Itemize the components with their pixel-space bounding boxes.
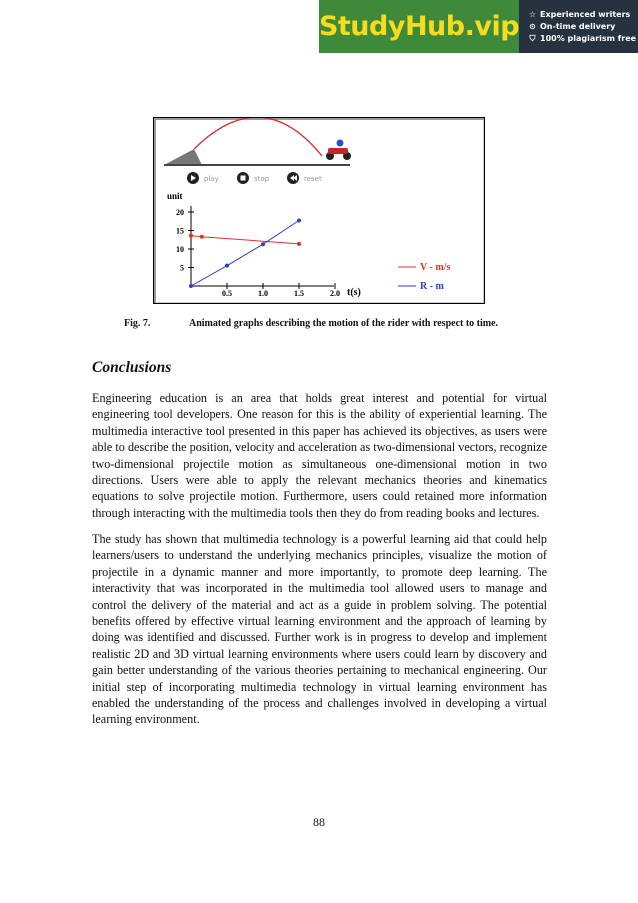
stop-button[interactable]: [237, 172, 270, 184]
x-tick-label: 2.0: [330, 289, 340, 298]
animation-figure: [153, 117, 485, 304]
legend-item-velocity: [398, 262, 450, 273]
studyhub-logo[interactable]: [319, 0, 519, 53]
data-point: [261, 242, 265, 246]
x-tick-label: 0.5: [222, 289, 232, 298]
figure-caption: [124, 318, 498, 329]
figure-canvas: [154, 118, 484, 303]
feature-text: On-time delivery: [540, 21, 616, 31]
feature-text: 100% plagiarism free: [540, 34, 637, 43]
data-point: [189, 234, 193, 238]
clock-icon: ⊙: [529, 21, 536, 31]
y-tick-label: 20: [176, 208, 184, 217]
feature-item: [528, 34, 638, 44]
paragraph: Engineering education is an area that holds great interest and potential for virtual engineering tool developers. One reason for this is the ability of experiential learning. The multimedia interactive tool presented in this paper has achieved its objectives, as users were able to describe the position, velocity and acceleration as two-dimensional vectors, recognize two-dimensional projectile motion as simultaneous one-dimensional motion in two directions. Users were able to apply the relevant mechanics theories and kinematics equations to solve projectile motion. Furthermore, users could retained more information through interacting with the multimedia tools then they do from reading books and lectures.: [92, 391, 547, 520]
chart-legend: [398, 262, 450, 292]
x-axis-label: t(s): [347, 287, 361, 298]
logo-text: StudyHub.vip: [318, 11, 520, 42]
y-tick-label: 10: [176, 245, 184, 254]
trajectory-path: [194, 118, 322, 156]
ground-line: [164, 164, 350, 166]
series-line: [191, 221, 299, 286]
studyhub-banner[interactable]: [319, 0, 638, 53]
data-point: [225, 264, 229, 268]
motion-chart: [167, 191, 361, 298]
play-label: play: [204, 175, 219, 183]
rider-icon: [326, 140, 351, 161]
y-tick-label: 15: [176, 226, 184, 236]
legend-item-range: [398, 281, 445, 292]
data-point: [297, 242, 301, 246]
page-number: 88: [313, 815, 325, 829]
figure-number: Fig. 7.: [124, 318, 151, 329]
section-heading: Conclusions: [92, 359, 172, 376]
x-tick-label: 1.5: [294, 289, 304, 298]
series-line: [191, 236, 299, 244]
data-point: [297, 219, 301, 223]
star-icon: ☆: [528, 9, 537, 19]
data-point: [200, 235, 204, 239]
stop-label: stop: [254, 175, 270, 183]
feature-text: Experienced writers: [540, 9, 631, 19]
feature-item: [528, 10, 638, 19]
legend-label: V - m/s: [420, 262, 451, 273]
shield-icon: ⛉: [529, 33, 536, 43]
controls-bar: [187, 172, 322, 184]
caption-text: Animated graphs describing the motion of the rider with respect to time.: [189, 318, 499, 329]
x-tick-label: 1.0: [258, 289, 268, 298]
feature-item: [528, 22, 638, 31]
projectile-scene: [162, 118, 351, 166]
paragraph: The study has shown that multimedia technology is a powerful learning aid that could help learners/users to understand the underlying mechanics principles, visualize the motion of projectile in a dynamic manner and more importantly, to promote deep learning. The interactivity that was incorporated in the multimedia tool allowed users to manage and control the delivery of the material and act as a guide in problem solving. The potential benefits offered by effective virtual learning environment and the approach of learning by doing was identified and discussed. Further work is in progress to develop and implement realistic 2D and 3D virtual learning environments where users could learn by discovery and gain better understanding of the various theories pertaining to mechanical engineering. Our initial step of incorporating multimedia technology in virtual learning environment has enabled the understanding of the process and challenges involved in developing a virtual learning environment.: [92, 532, 547, 727]
y-axis-label: unit: [167, 191, 183, 201]
reset-label: reset: [304, 175, 322, 183]
data-point: [189, 284, 193, 288]
feature-list: [519, 0, 638, 53]
legend-label: R - m: [420, 281, 444, 292]
play-button[interactable]: [187, 172, 219, 184]
launch-ramp: [164, 149, 202, 165]
reset-button[interactable]: [287, 172, 322, 184]
y-tick-label: 5: [180, 263, 184, 273]
